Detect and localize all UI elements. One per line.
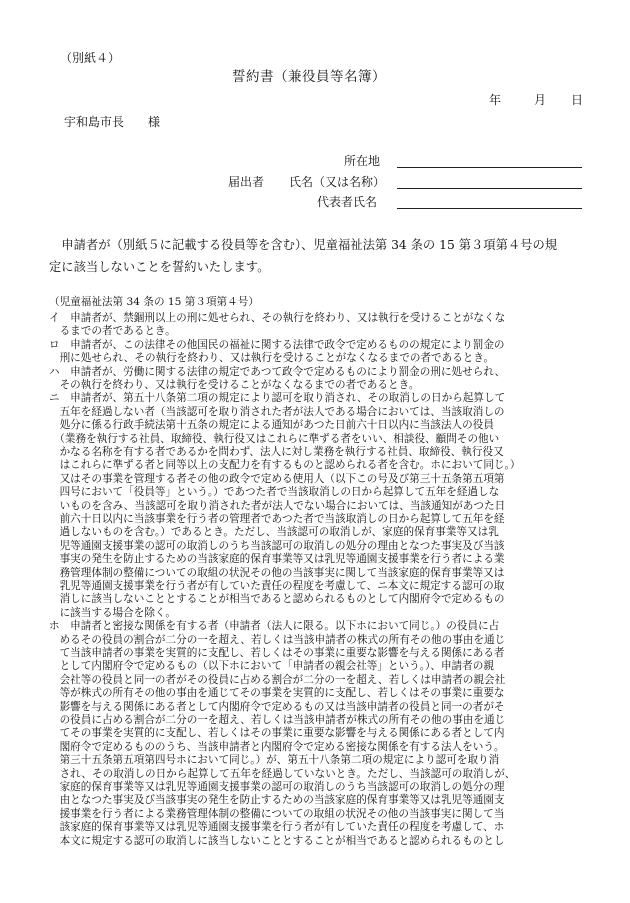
name-label: 氏名（又は名称） (289, 175, 386, 189)
law-line: いものを含み、当該認可を取り消された者が法人でない場合においては、当該通知があつた日 (49, 499, 506, 512)
law-line: はこれらに準ずる者と同等以上の支配力を有するものと認められる者を含む。ホにおいて同じ。） (49, 459, 521, 472)
address-field[interactable] (397, 167, 582, 168)
name-field[interactable] (397, 188, 582, 189)
addressee: 宇和島市長 様 (64, 115, 161, 129)
law-line: 乳児等通園支援事業を行う者が有していた責任の程度を考慮して、ニ本文に規定する認可の取 (49, 580, 505, 592)
law-line: ニ 申請者が、第五十八条第二項の規定により認可を取り消され、その取消しの日から起算して (49, 392, 506, 405)
law-line: 務管理体制の整備についての取組の状況その他の当該事実に関して当該家庭的保育事業等又は (49, 566, 505, 579)
representative-label: 代表者氏名 (317, 195, 378, 209)
law-line: 影響を与える関係にある者として内閣府令で定めるもの又は当該申請者の役員と同一の者がそ (49, 700, 505, 713)
law-line: るまでの者であるとき。 (49, 325, 176, 338)
law-line: 過しないものを含む。）であるとき。ただし、当該認可の取消しが、家庭的保育事業等又は乳 (49, 526, 499, 539)
law-line: 刑に処せられ、その執行を終わり、又は執行を受けることがなくなるまでの者であるとき。 (49, 352, 495, 365)
law-line: に該当する場合を除く。 (49, 606, 176, 619)
law-line: 会社等の役員と同一の者がその役員に占める割合が二分の一を超え、若しくは申請者の親会社 (49, 673, 506, 686)
law-line: ハ 申請者が、労働に関する法律の規定であつて政令で定めるものにより罰金の刑に処せられ、 (49, 365, 506, 378)
pledge-line-1: 申請者が（別紙５に記載する役員等を含む）、児童福祉法第 34 条の 15 第３項第４号の規 (49, 238, 558, 252)
law-line: 家庭的保育事業等又は乳児等通園支援事業の認可の取消しのうち当該認可の取消しの処分の理 (49, 781, 505, 793)
date-month-label: 月 (534, 93, 547, 107)
law-line: 本文に規定する認可の取消しに該当しないこととすることが相当であると認められるものとし (49, 834, 505, 847)
law-line: 援事業を行う者による業務管理体制の整備についての取組の状況その他の当該事実に関して当 (49, 807, 505, 820)
address-label: 所在地 (344, 154, 381, 168)
law-line: 事実の発生を防止するための当該家庭的保育事業等又は乳児等通園支援事業を行う者による業 (49, 553, 505, 566)
law-line: 閣府令で定めるもののうち、当該申請者と内閣府令で定める密接な関係を有する法人をいう。 (49, 740, 505, 753)
law-line: 第三十五条第五項第四号ホにおいて同じ。）が、第五十八条第二項の規定により認可を取り消 (49, 754, 500, 767)
law-line: 該家庭的保育事業等又は乳児等通園支援事業を行う者が有していた責任の程度を考慮して、ホ (49, 821, 505, 834)
law-line: され、その取消しの日から起算して五年を経過していないとき。ただし、当該認可の取消しが、 (49, 767, 516, 780)
applicant-group-label: 届出者 (228, 175, 265, 189)
law-line: めるその役員の割合が二分の一を超え、若しくは当該申請者の株式の所有その他の事由を通じ (49, 633, 506, 646)
law-line: ロ 申請者が、この法律その他国民の福祉に関する法律で政令で定めるものの規定により罰金の (49, 338, 505, 351)
law-heading: （児童福祉法第 34 条の 15 第３項第４号） (49, 296, 259, 308)
law-line: として内閣府令で定めるもの（以下ホにおいて「申請者の親会社等」という。）、申請者の親 (49, 660, 494, 673)
law-line: て当該申請者の事業を実質的に支配し、若しくはその事業に重要な影響を与える関係にある者 (49, 647, 505, 659)
pledge-line-2: 定に該当しないことを誓約いたします。 (49, 260, 270, 274)
law-line: 五年を経過しない者（当該認可を取り消された者が法人である場合においては、当該取消しの (49, 405, 505, 418)
law-line: 前六十日以内に当該事業を行う者の管理者であつた者で当該取消しの日から起算して五年を経 (49, 513, 505, 525)
law-line: 由となつた事実及び当該事実の発生を防止するための当該家庭的保育事業等又は乳児等通園支 (49, 794, 505, 807)
law-line: てその事業を実質的に支配し、若しくはその事業に重要な影響を与える関係にある者として内 (49, 727, 505, 740)
date-day-label: 日 (571, 93, 584, 107)
law-line: （業務を執行する社員、取締役、執行役又はこれらに準ずる者をいい、相談役、顧問その他い (49, 432, 500, 445)
law-line: 処分に係る行政手続法第十五条の規定による通知があつた日前六十日以内に当該法人の役員 (49, 419, 494, 432)
law-line: かなる名称を有する者であるかを問わず、法人に対し業務を執行する社員、取締役、執行役又 (49, 446, 504, 458)
law-line: その執行を終わり、又は執行を受けることがなくなるまでの者であるとき。 (49, 379, 420, 391)
law-line: 児等通園支援事業の認可の取消しのうち当該認可の取消しの処分の理由となつた事実及び当該 (49, 539, 505, 552)
representative-field[interactable] (397, 208, 582, 209)
law-line: 四号において「役員等」という。）であつた者で当該取消しの日から起算して五年を経過しな (49, 486, 500, 499)
law-line: ホ 申請者と密接な関係を有する者（申請者（法人に限る。以下ホにおいて同じ。）の役員に占 (49, 620, 500, 633)
law-line: の役員に占める割合が二分の一を超え、若しくは当該申請者が株式の所有その他の事由を通じ (49, 714, 506, 726)
law-line: イ 申請者が、禁錮刑以上の刑に処せられ、その執行を終わり、又は執行を受けることがなくな (49, 312, 506, 324)
law-line: 消しに該当しないこととすることが相当であると認められるものとして内閣府令で定めるもの (49, 593, 505, 606)
law-line: 又はその事業を管理する者その他の政令で定める使用人（以下この号及び第三十五条第五項第 (49, 472, 505, 485)
law-line: 等が株式の所有その他の事由を通じてその事業を実質的に支配し、若しくはその事業に重要な (49, 687, 505, 700)
document-title: 誓約書（兼役員等名簿） (232, 69, 386, 85)
attachment-label: （別紙４） (60, 51, 121, 65)
date-year-label: 年 (489, 93, 502, 107)
